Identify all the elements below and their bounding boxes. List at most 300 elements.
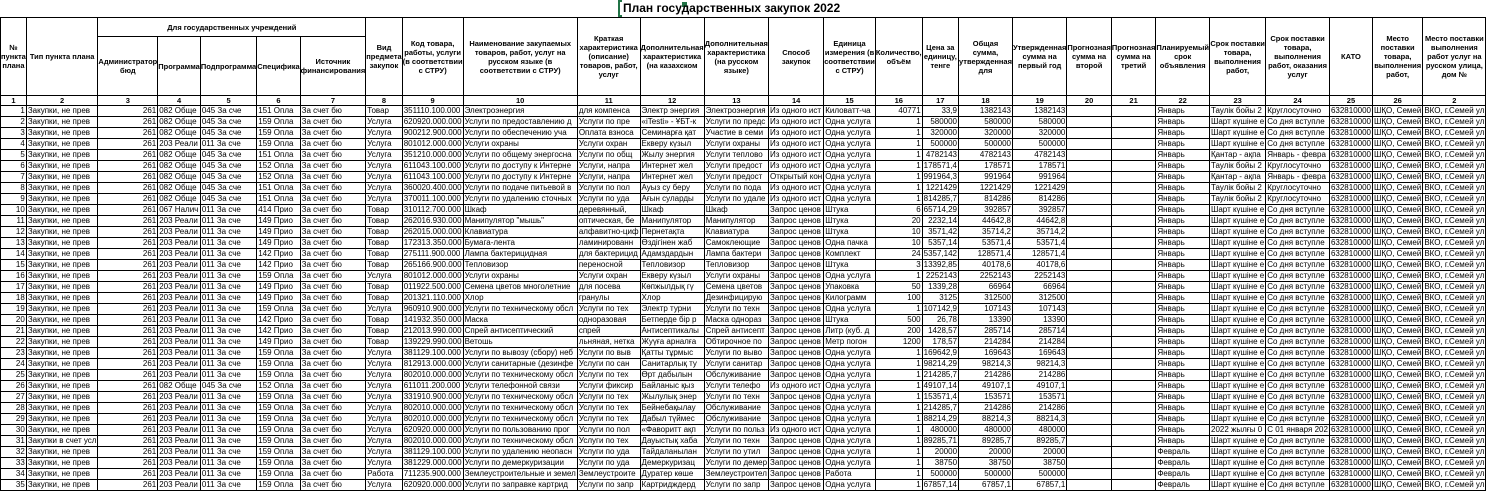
table-cell[interactable]: ВКО, г.Семей ул xyxy=(1424,326,1485,335)
table-cell[interactable]: 203 Реали xyxy=(158,392,201,403)
table-cell[interactable]: 203 Реали xyxy=(158,293,201,304)
table-cell[interactable]: Услуги по техн xyxy=(704,304,768,315)
table-cell[interactable]: 082 Обще xyxy=(158,150,201,161)
table-cell[interactable]: Услуги по техническому обсл xyxy=(463,392,577,403)
table-cell[interactable]: Штука xyxy=(824,227,876,238)
table-cell[interactable]: 1 xyxy=(875,392,922,403)
table-cell[interactable]: 261 xyxy=(98,436,158,447)
table-cell[interactable]: 151 Опла xyxy=(257,194,300,205)
table-cell[interactable]: Январь xyxy=(1156,238,1210,249)
table-cell[interactable]: 27 xyxy=(1,392,27,403)
table-cell[interactable]: Шарт күшіне е xyxy=(1211,337,1265,346)
table-cell[interactable]: 632810000 xyxy=(1330,117,1371,126)
table-cell[interactable]: 89285,7 xyxy=(959,436,1013,447)
table-cell[interactable]: Обслуживание xyxy=(704,370,768,381)
table-cell[interactable]: Электроэнергия xyxy=(704,106,768,117)
table-cell[interactable]: Закупки, не прев xyxy=(26,249,98,260)
table-cell[interactable]: Бейнебақылау xyxy=(640,403,704,414)
table-cell[interactable]: 011 За сче xyxy=(200,205,256,216)
table-cell[interactable]: 169643 xyxy=(1012,348,1066,359)
table-cell[interactable]: 33 xyxy=(1,458,27,469)
table-cell[interactable]: 045 За сче xyxy=(200,183,256,194)
table-cell[interactable]: Землеустроител xyxy=(705,469,767,478)
table-cell[interactable]: ШҚО, Семей xyxy=(1374,117,1422,126)
table-cell[interactable] xyxy=(1111,392,1156,403)
table-cell[interactable]: «iTesti» - ҰБТ-к xyxy=(640,117,704,128)
table-cell[interactable]: 392857 xyxy=(959,205,1013,216)
table-cell[interactable]: ВКО, г.Семей ул xyxy=(1424,128,1485,137)
table-cell[interactable] xyxy=(1067,106,1112,117)
table-cell[interactable]: 20000 xyxy=(959,447,1013,458)
table-cell[interactable]: Услуга xyxy=(366,447,403,458)
table-cell[interactable]: льняная, нетка xyxy=(577,337,640,348)
table-cell[interactable]: 261 xyxy=(98,403,158,414)
table-cell[interactable]: Январь xyxy=(1156,392,1210,403)
table-cell[interactable]: 142 Прио xyxy=(257,326,300,337)
table-cell[interactable]: 214285,7 xyxy=(923,403,958,412)
table-cell[interactable]: 275111.900.000 xyxy=(402,249,463,260)
table-cell[interactable]: За счет бю xyxy=(300,139,366,150)
table-cell[interactable]: Тайдаланылан xyxy=(640,447,704,458)
table-cell[interactable]: 011 За сче xyxy=(200,337,256,348)
table-cell[interactable]: 159 Опла xyxy=(257,480,300,491)
table-cell[interactable]: Услуги по обеспечению уча xyxy=(463,128,577,139)
table-cell[interactable]: Услуга xyxy=(366,194,403,205)
table-cell[interactable]: 12 xyxy=(1,227,27,238)
table-cell[interactable]: Манипулятор xyxy=(640,216,704,227)
table-cell[interactable]: Шарт күшіне е xyxy=(1211,260,1265,269)
table-cell[interactable]: Манипулятор "мышь" xyxy=(463,216,577,227)
table-cell[interactable]: Одна услуга xyxy=(824,414,876,425)
table-cell[interactable]: 152 Опла xyxy=(257,161,300,172)
table-cell[interactable] xyxy=(1067,315,1112,326)
table-cell[interactable]: 1 xyxy=(875,304,922,315)
table-cell[interactable]: Шарт күшіне е xyxy=(1211,238,1265,247)
table-cell[interactable]: Көпжылдық гү xyxy=(640,282,704,293)
table-cell[interactable] xyxy=(1067,293,1112,304)
table-cell[interactable] xyxy=(1111,359,1156,370)
table-cell[interactable]: Одна услуга xyxy=(824,436,876,447)
table-cell[interactable]: Январь xyxy=(1156,128,1210,139)
table-cell[interactable]: 261 xyxy=(98,238,158,249)
table-cell[interactable]: 203 Реали xyxy=(158,403,201,414)
table-cell[interactable]: 261 xyxy=(98,370,158,381)
table-cell[interactable]: 285714 xyxy=(959,326,1013,337)
table-cell[interactable]: 261 xyxy=(98,216,158,227)
table-cell[interactable]: Закупки, не прев xyxy=(26,161,98,172)
table-cell[interactable]: 261 xyxy=(98,414,158,425)
table-cell[interactable]: 66964 xyxy=(1012,282,1066,293)
table-cell[interactable]: Январь xyxy=(1156,216,1210,227)
table-cell[interactable]: Из одного ист xyxy=(769,425,824,436)
table-cell[interactable]: Январь xyxy=(1156,117,1210,128)
table-cell[interactable]: Услуги по пол xyxy=(577,183,640,194)
table-cell[interactable]: Январь xyxy=(1156,414,1210,425)
table-cell[interactable]: Услуги по удалению сточных xyxy=(463,194,577,205)
table-cell[interactable]: 21 xyxy=(1,326,27,337)
table-cell[interactable]: Запрос ценов xyxy=(769,480,824,491)
table-cell[interactable]: 40178,6 xyxy=(959,260,1013,271)
table-cell[interactable]: ШҚО, Семей xyxy=(1374,106,1422,115)
table-cell[interactable]: ШҚО, Семей xyxy=(1374,238,1422,247)
table-cell[interactable] xyxy=(1067,249,1112,260)
table-cell[interactable]: 632810000 xyxy=(1330,447,1371,456)
table-cell[interactable]: 310112.700.000 xyxy=(402,205,463,216)
table-cell[interactable]: Қантар - ақпа xyxy=(1210,150,1266,161)
table-cell[interactable]: 201321.110.000 xyxy=(402,293,463,304)
table-cell[interactable]: 632810000 xyxy=(1330,293,1371,302)
table-cell[interactable] xyxy=(1067,337,1112,348)
table-cell[interactable]: За счет бю xyxy=(300,238,366,249)
table-cell[interactable]: За счет бю xyxy=(300,249,366,260)
table-cell[interactable]: ВКО, г.Семей ул xyxy=(1424,392,1485,401)
table-cell[interactable]: 632810000 xyxy=(1330,271,1371,280)
table-cell[interactable] xyxy=(1067,260,1112,271)
table-cell[interactable]: Услуги по удалению неопасн xyxy=(463,447,577,458)
table-cell[interactable]: 045 За сче xyxy=(200,150,256,161)
table-cell[interactable]: За счет бю xyxy=(300,315,366,326)
table-cell[interactable]: Январь - февра xyxy=(1266,172,1330,183)
table-cell[interactable]: Январь xyxy=(1156,337,1210,348)
table-cell[interactable]: 632810000 xyxy=(1330,150,1371,159)
table-cell[interactable]: ШҚО, Семей xyxy=(1374,161,1422,170)
table-cell[interactable] xyxy=(1067,348,1112,359)
table-cell[interactable] xyxy=(1067,172,1112,183)
table-cell[interactable]: 203 Реали xyxy=(158,216,201,227)
table-cell[interactable]: Январь - февра xyxy=(1266,150,1330,161)
table-cell[interactable]: ШҚО, Семей xyxy=(1374,128,1422,137)
table-cell[interactable]: Услуги по заправке картрид xyxy=(463,480,577,491)
table-cell[interactable]: 29 xyxy=(1,414,27,425)
table-cell[interactable]: 6 xyxy=(1,161,27,172)
table-cell[interactable]: Со дня вступле xyxy=(1266,293,1330,304)
table-cell[interactable]: Одна услуга xyxy=(824,161,876,172)
column-number-cell[interactable]: 2 xyxy=(1423,96,1486,106)
table-cell[interactable]: 203 Реали xyxy=(158,414,201,425)
table-cell[interactable]: 261 xyxy=(98,227,158,238)
table-cell[interactable]: Услуги по пода xyxy=(704,183,768,194)
table-cell[interactable]: 1221429 xyxy=(959,183,1013,194)
table-cell[interactable]: 1200 xyxy=(875,337,922,348)
table-cell[interactable]: 632810000 xyxy=(1330,216,1371,225)
table-cell[interactable]: Январь xyxy=(1156,161,1210,172)
table-cell[interactable]: 18 xyxy=(1,293,27,304)
table-cell[interactable]: Услуга xyxy=(366,359,403,370)
table-cell[interactable] xyxy=(1111,304,1156,315)
table-cell[interactable]: ВКО, г.Семей ул xyxy=(1424,249,1485,258)
table-cell[interactable]: Январь xyxy=(1156,139,1210,150)
table-cell[interactable]: Шарт күшіне е xyxy=(1211,326,1265,335)
table-cell[interactable]: Круглосуточно xyxy=(1266,161,1330,172)
table-cell[interactable]: 169643 xyxy=(959,348,1013,359)
table-cell[interactable]: 500000 xyxy=(922,139,958,150)
table-cell[interactable]: 178571,4 xyxy=(923,161,958,170)
table-cell[interactable]: 812913.000.000 xyxy=(403,359,462,368)
table-cell[interactable]: Жылу энергия xyxy=(640,150,704,161)
table-cell[interactable]: Услуга xyxy=(366,183,403,194)
table-cell[interactable]: Услуги по тех xyxy=(577,370,640,381)
table-cell[interactable]: ШҚО, Семей xyxy=(1374,337,1422,346)
table-cell[interactable]: Со дня вступле xyxy=(1266,249,1330,260)
table-cell[interactable]: ВКО, г.Семей ул xyxy=(1424,403,1485,412)
table-cell[interactable]: Услуга xyxy=(366,161,403,172)
table-cell[interactable] xyxy=(1067,183,1112,194)
table-cell[interactable]: 11 xyxy=(1,216,27,227)
table-cell[interactable]: Услуги по утил xyxy=(704,447,768,458)
table-cell[interactable]: Закупки, не прев xyxy=(26,425,98,436)
table-cell[interactable]: ШҚО, Семей xyxy=(1374,414,1422,423)
table-cell[interactable]: Одна услуга xyxy=(824,117,876,128)
column-number-cell[interactable]: 11 xyxy=(577,96,640,106)
table-cell[interactable] xyxy=(1111,348,1156,359)
table-cell[interactable] xyxy=(1111,227,1156,238)
table-cell[interactable]: 011 За сче xyxy=(200,370,256,381)
table-cell[interactable]: Январь xyxy=(1156,381,1210,392)
table-cell[interactable]: Одна услуга xyxy=(824,194,876,205)
table-cell[interactable]: 178,57 xyxy=(922,337,958,348)
table-cell[interactable]: 159 Опла xyxy=(257,403,300,414)
table-cell[interactable]: Со дня вступле xyxy=(1266,139,1330,150)
table-cell[interactable]: Штука xyxy=(824,216,876,227)
table-cell[interactable]: 261 xyxy=(98,139,158,150)
table-cell[interactable]: 203 Реали xyxy=(158,447,201,458)
table-cell[interactable]: для посева xyxy=(577,282,640,293)
table-cell[interactable]: 1 xyxy=(875,458,922,469)
table-cell[interactable]: ШҚО, Семей xyxy=(1374,271,1422,280)
table-cell[interactable]: Услуга xyxy=(366,139,403,150)
table-cell[interactable]: Землеустроительные и земел xyxy=(464,469,576,478)
table-cell[interactable]: Шкаф xyxy=(463,205,577,216)
table-cell[interactable]: Шарт күшіне е xyxy=(1211,359,1265,368)
table-cell[interactable]: Одна услуга xyxy=(824,128,876,139)
table-cell[interactable]: 580000 xyxy=(959,117,1013,128)
table-cell[interactable]: 261 xyxy=(98,271,158,282)
table-cell[interactable]: ШҚО, Семей xyxy=(1374,370,1422,379)
table-cell[interactable]: 392857 xyxy=(1012,205,1066,216)
table-cell[interactable]: 261 xyxy=(98,194,158,205)
column-number-cell[interactable]: 15 xyxy=(824,96,876,106)
table-cell[interactable] xyxy=(1111,414,1156,425)
table-cell[interactable]: Услуги по общ xyxy=(577,150,640,161)
table-cell[interactable]: 214286 xyxy=(1012,403,1066,414)
table-cell[interactable]: 28 xyxy=(1,403,27,414)
table-cell[interactable]: 1 xyxy=(875,348,922,359)
table-cell[interactable]: Услуги по выв xyxy=(577,348,640,359)
table-cell[interactable]: Со дня вступле xyxy=(1266,392,1330,403)
table-cell[interactable]: 26 xyxy=(1,381,27,392)
table-cell[interactable] xyxy=(1111,194,1156,205)
table-cell[interactable]: 082 Обще xyxy=(158,117,201,128)
table-cell[interactable]: За счет бю xyxy=(300,293,366,304)
table-cell[interactable]: Услуги по пол xyxy=(577,425,640,436)
table-cell[interactable]: ШҚО, Семей xyxy=(1374,194,1422,203)
table-cell[interactable]: 011 За сче xyxy=(200,326,256,337)
table-cell[interactable]: ШҚО, Семей xyxy=(1374,205,1422,214)
table-cell[interactable]: ВКО, г.Семей ул xyxy=(1424,282,1485,291)
table-cell[interactable]: 632810000 xyxy=(1330,403,1371,412)
table-cell[interactable]: Запрос ценов xyxy=(769,238,824,249)
table-cell[interactable]: 30 xyxy=(1,425,27,436)
table-cell[interactable]: Өздігінен жаб xyxy=(640,238,704,249)
table-cell[interactable]: 1 xyxy=(875,183,922,194)
table-cell[interactable] xyxy=(1111,205,1156,216)
table-cell[interactable]: 89285,71 xyxy=(923,436,958,445)
table-cell[interactable]: 44642,8 xyxy=(1012,216,1066,227)
table-cell[interactable]: 351210.000.000 xyxy=(403,150,462,159)
table-cell[interactable]: ШҚО, Семей xyxy=(1374,293,1422,302)
table-cell[interactable]: 480000 xyxy=(959,425,1013,436)
table-cell[interactable]: 045 За сче xyxy=(200,194,256,205)
table-cell[interactable]: ШҚО, Семей xyxy=(1374,392,1422,401)
table-cell[interactable]: 100 xyxy=(875,293,922,304)
table-cell[interactable]: Закупки, не прев xyxy=(26,469,98,480)
table-cell[interactable]: Маска однораз xyxy=(704,315,768,326)
table-cell[interactable]: Услуга xyxy=(366,480,403,491)
table-cell[interactable]: Закупки, не прев xyxy=(26,172,98,183)
table-cell[interactable]: 265166.900.000 xyxy=(403,260,462,269)
table-cell[interactable]: 632810000 xyxy=(1330,205,1371,214)
table-cell[interactable]: Услуги по доступу к Интерне xyxy=(463,172,577,183)
table-cell[interactable]: 13390 xyxy=(959,315,1013,326)
table-cell[interactable] xyxy=(1111,403,1156,414)
table-cell[interactable]: Закупки в счет усл xyxy=(27,436,97,445)
table-cell[interactable]: Запрос ценов xyxy=(769,304,824,315)
table-cell[interactable]: Со дня вступле xyxy=(1266,458,1330,469)
table-cell[interactable]: Санитарлық ту xyxy=(640,359,704,370)
table-cell[interactable] xyxy=(1111,260,1156,271)
table-cell[interactable]: Закупки, не прев xyxy=(26,381,98,392)
table-cell[interactable]: 632810000 xyxy=(1330,260,1371,269)
table-cell[interactable]: 1 xyxy=(875,469,922,480)
table-cell[interactable]: Закупки, не прев xyxy=(26,183,98,194)
table-cell[interactable] xyxy=(1111,293,1156,304)
table-cell[interactable]: 082 Обще xyxy=(158,161,201,172)
table-cell[interactable]: Со дня вступле xyxy=(1266,403,1330,414)
table-cell[interactable]: 203 Реали xyxy=(158,326,201,337)
table-cell[interactable]: 632810000 xyxy=(1330,469,1371,478)
table-cell[interactable]: Февраль xyxy=(1156,458,1210,469)
table-cell[interactable]: Услуги теплово xyxy=(704,150,768,161)
table-cell[interactable]: Запрос ценов xyxy=(769,403,824,414)
table-cell[interactable]: 107143 xyxy=(959,304,1013,315)
table-cell[interactable]: Одна услуга xyxy=(824,480,876,491)
table-cell[interactable]: Хлор xyxy=(640,293,704,304)
table-cell[interactable] xyxy=(1111,183,1156,194)
table-cell[interactable]: За счет бю xyxy=(300,392,366,403)
table-cell[interactable]: Байланыс қыз xyxy=(640,381,704,392)
table-cell[interactable]: 13 xyxy=(1,238,27,249)
table-cell[interactable] xyxy=(1111,216,1156,227)
table-cell[interactable]: 203 Реали xyxy=(158,348,201,359)
table-cell[interactable]: 7 xyxy=(1,172,27,183)
table-cell[interactable]: 320000 xyxy=(1012,128,1066,139)
table-cell[interactable]: Лампа бактери xyxy=(704,249,768,260)
column-number-cell[interactable]: 20 xyxy=(1067,96,1112,106)
table-cell[interactable]: Закупки, не прев xyxy=(26,403,98,414)
table-cell[interactable]: 1382143 xyxy=(1012,106,1066,117)
table-cell[interactable]: 011 За сче xyxy=(200,392,256,403)
table-cell[interactable]: 991964 xyxy=(1012,172,1066,183)
table-cell[interactable]: За счет бю xyxy=(300,469,366,480)
table-cell[interactable]: ШҚО, Семей xyxy=(1374,469,1422,478)
table-cell[interactable]: 1 xyxy=(875,161,922,172)
table-cell[interactable]: Услуги по пре xyxy=(577,117,640,128)
table-cell[interactable]: 49107,1 xyxy=(959,381,1013,392)
table-cell[interactable]: 011 За сче xyxy=(200,414,256,425)
table-cell[interactable]: ВКО, г.Семей ул xyxy=(1424,337,1485,346)
table-cell[interactable]: ВКО, г.Семей ул xyxy=(1424,106,1485,115)
table-cell[interactable]: Екверу күзыл xyxy=(640,271,704,282)
table-cell[interactable]: Услуги охраны xyxy=(704,139,768,150)
table-cell[interactable]: Өрт дабылын xyxy=(640,370,704,381)
table-cell[interactable]: Закупки, не прев xyxy=(26,315,98,326)
table-cell[interactable] xyxy=(1111,447,1156,458)
table-cell[interactable] xyxy=(1111,381,1156,392)
column-number-cell[interactable]: 23 xyxy=(1210,96,1266,106)
table-cell[interactable]: Шарт күшіне е xyxy=(1211,348,1265,357)
column-number-cell[interactable]: 8 xyxy=(366,96,403,106)
table-cell[interactable]: ВКО, г.Семей ул xyxy=(1424,183,1485,192)
table-cell[interactable]: 011 За сче xyxy=(200,282,256,293)
table-cell[interactable]: ВКО, г.Семей ул xyxy=(1424,458,1485,467)
table-cell[interactable]: 802010.000.000 xyxy=(403,436,462,445)
table-cell[interactable]: Услуги по польз xyxy=(704,425,768,436)
table-cell[interactable]: Работа xyxy=(366,469,403,480)
table-cell[interactable]: Закупки, не прев xyxy=(26,194,98,205)
table-cell[interactable]: 500000 xyxy=(1012,139,1066,150)
table-cell[interactable]: 31 xyxy=(1,436,27,447)
table-cell[interactable]: Шарт күшіне е xyxy=(1211,480,1265,489)
table-cell[interactable]: 10 xyxy=(875,227,922,238)
table-cell[interactable]: 159 Опла xyxy=(257,359,300,370)
table-cell[interactable]: Услуги по уда xyxy=(577,447,640,458)
table-cell[interactable]: Комплект xyxy=(824,249,876,260)
column-number-cell[interactable]: 16 xyxy=(875,96,922,106)
table-cell[interactable]: Январь xyxy=(1156,172,1210,183)
table-cell[interactable]: 4782143 xyxy=(1012,150,1066,161)
table-cell[interactable]: 082 Обще xyxy=(158,172,201,183)
table-cell[interactable]: Обтирочное по xyxy=(704,337,768,348)
table-cell[interactable] xyxy=(1067,271,1112,282)
table-cell[interactable]: Демеркуризац xyxy=(640,458,704,469)
table-cell[interactable]: Услуги по запр xyxy=(704,480,768,491)
table-cell[interactable]: ШҚО, Семей xyxy=(1374,249,1422,258)
table-cell[interactable]: За счет бю xyxy=(300,106,366,117)
table-cell[interactable]: 35714,2 xyxy=(959,227,1013,238)
table-cell[interactable] xyxy=(1067,282,1112,293)
table-cell[interactable]: ВКО, г.Семей ул xyxy=(1424,425,1485,434)
table-cell[interactable]: ВКО, г.Семей ул xyxy=(1424,260,1485,269)
table-cell[interactable]: Шкаф xyxy=(640,205,704,216)
table-cell[interactable]: 214285,7 xyxy=(923,370,958,379)
table-cell[interactable]: 1428,57 xyxy=(922,326,958,337)
table-cell[interactable]: ВКО, г.Семей ул xyxy=(1424,271,1485,280)
table-cell[interactable]: 632810000 xyxy=(1330,348,1371,357)
table-cell[interactable]: 261 xyxy=(98,117,158,128)
table-cell[interactable] xyxy=(1067,326,1112,337)
table-cell[interactable]: Одна услуга xyxy=(824,425,876,436)
table-cell[interactable]: 98214,29 xyxy=(923,359,958,368)
table-cell[interactable]: За счет бю xyxy=(300,150,366,161)
table-cell[interactable]: Услуги по сан xyxy=(577,359,640,370)
table-cell[interactable]: Январь xyxy=(1156,436,1210,447)
table-cell[interactable]: 632810000 xyxy=(1330,436,1371,445)
table-cell[interactable]: Услуги охран xyxy=(577,139,640,150)
table-cell[interactable]: 1 xyxy=(875,128,922,139)
table-cell[interactable]: гранулы xyxy=(577,293,640,304)
table-cell[interactable]: одноразовая xyxy=(577,315,640,326)
table-cell[interactable]: 580000 xyxy=(922,117,958,128)
